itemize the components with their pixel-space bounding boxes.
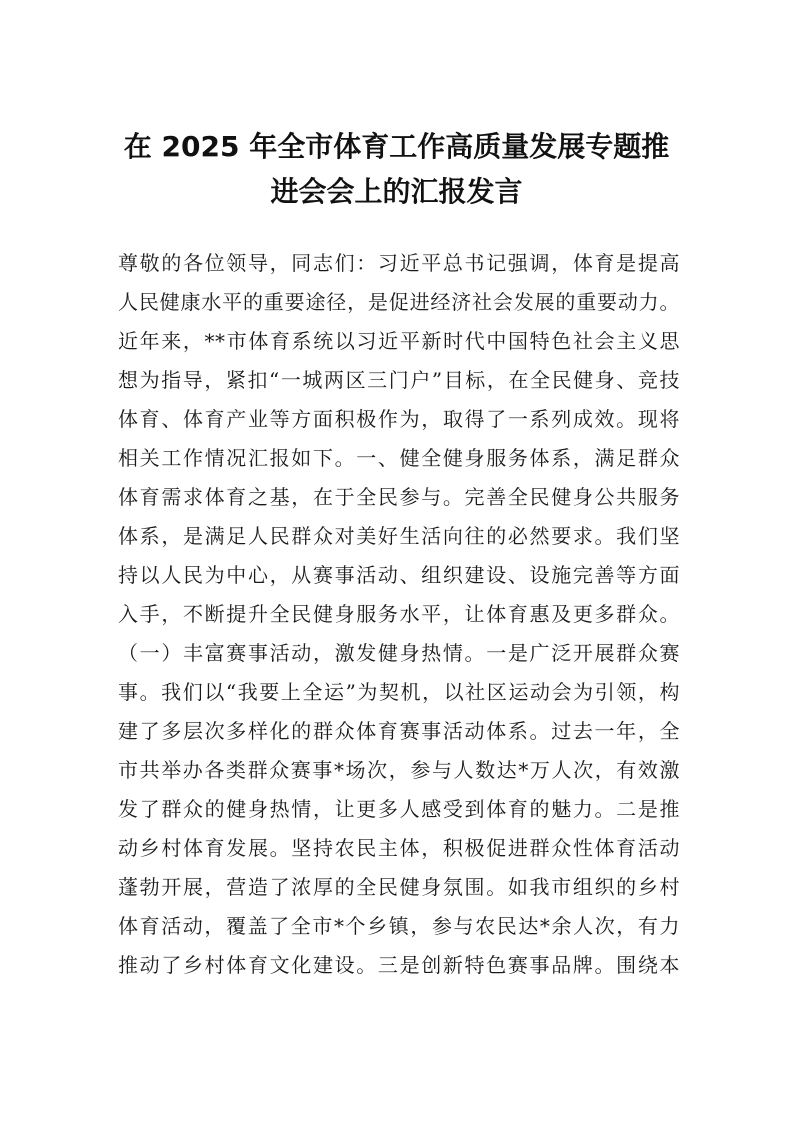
body-text-line: 想为指导，紧扣“一城两区三门户”目标，在全民健身、竞技 xyxy=(118,368,680,392)
body-text-line: 体育需求体育之基，在于全民参与。完善全民健身公共服务 xyxy=(118,485,680,509)
body-text-line: 入手，不断提升全民健身服务水平，让体育惠及更多群众。 xyxy=(118,602,680,626)
body-text-line: 人民健康水平的重要途径，是促进经济社会发展的重要动力。 xyxy=(118,290,680,314)
body-text-line: 体育、体育产业等方面积极作为，取得了一系列成效。现将 xyxy=(118,407,680,431)
body-text-line: 体育活动，覆盖了全市*个乡镇，参与农民达*余人次，有力 xyxy=(118,914,680,938)
body-text-line: 近年来，**市体育系统以习近平新时代中国特色社会主义思 xyxy=(118,329,680,353)
body-text-line: 持以人民为中心，从赛事活动、组织建设、设施完善等方面 xyxy=(118,563,680,587)
body-text-line: （一）丰富赛事活动，激发健身热情。一是广泛开展群众赛 xyxy=(118,641,680,665)
body-text-line: 发了群众的健身热情，让更多人感受到体育的魅力。二是推 xyxy=(118,797,680,821)
body-text-line: 尊敬的各位领导，同志们：习近平总书记强调，体育是提高 xyxy=(118,251,680,275)
body-text-line: 相关工作情况汇报如下。一、健全健身服务体系，满足群众 xyxy=(118,446,680,470)
body-text-line: 推动了乡村体育文化建设。三是创新特色赛事品牌。围绕本 xyxy=(118,953,680,977)
body-text-line: 事。我们以“我要上全运”为契机，以社区运动会为引领，构 xyxy=(118,680,680,704)
body-text-line: 体系，是满足人民群众对美好生活向往的必然要求。我们坚 xyxy=(118,524,680,548)
body-text-line: 动乡村体育发展。坚持农民主体，积极促进群众性体育活动 xyxy=(118,836,680,860)
document-title-line-2: 进会会上的汇报发言 xyxy=(270,175,523,208)
document-title-line-1: 在 2025 年全市体育工作高质量发展专题推 xyxy=(123,130,670,163)
body-text-line: 蓬勃开展，营造了浓厚的全民健身氛围。如我市组织的乡村 xyxy=(118,875,680,899)
body-text-line: 市共举办各类群众赛事*场次，参与人数达*万人次，有效激 xyxy=(118,758,680,782)
body-text-line: 建了多层次多样化的群众体育赛事活动体系。过去一年，全 xyxy=(118,719,680,743)
